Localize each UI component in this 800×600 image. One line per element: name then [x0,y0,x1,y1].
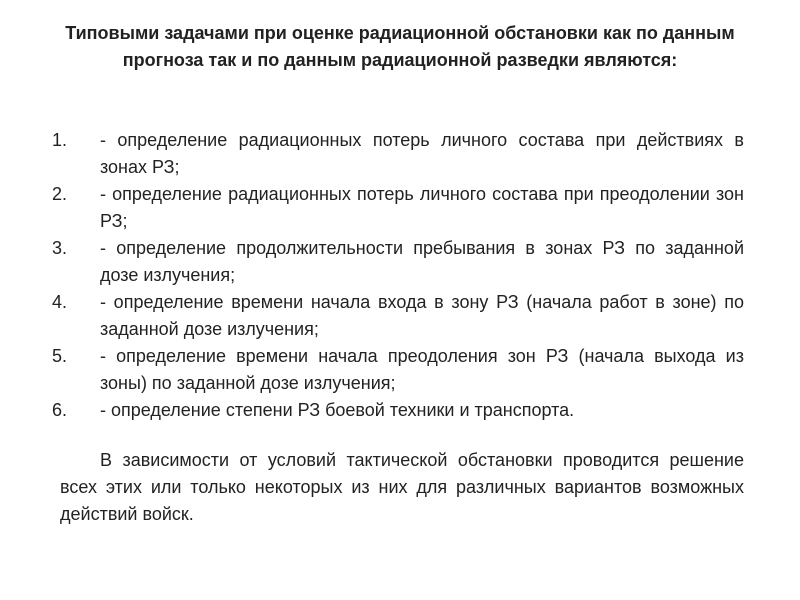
task-text: - определение радиационных потерь личного состава при действиях в зонах РЗ; [100,130,744,177]
task-text: - определение продолжительности пребывания в зонах РЗ по заданной дозе излучения; [100,238,744,285]
task-item-2 [52,181,744,235]
task-text: - определение радиационных потерь личного состава при преодолении зон РЗ; [100,184,744,231]
task-item-1 [52,127,744,181]
task-text: - определение степени РЗ боевой техники и транспорта. [100,400,575,420]
task-number: 6. [52,400,68,420]
task-text: - определение времени начала преодоления зон РЗ (начала выхода из зоны) по заданной дозе излучения; [100,346,744,393]
task-number: 2. [52,184,68,204]
task-number: 1. [52,130,68,150]
task-number: 5. [52,346,68,366]
slide-title: Типовыми задачами при оценке радиационной обстановки как по данным прогноза так и по данным радиационной разведки являются: [65,23,735,70]
task-item-3 [52,235,744,289]
task-item-6 [52,397,744,424]
task-text: - определение времени начала входа в зону РЗ (начала работ в зоне) по заданной дозе излучения; [100,292,744,339]
task-number: 4. [52,292,68,312]
task-list [52,127,744,424]
task-item-5 [52,343,744,397]
conclusion-paragraph: В зависимости от условий тактической обстановки проводится решение всех этих или только некоторых из них для различных вариантов возможных действий войск. [60,450,744,524]
task-item-4 [52,289,744,343]
task-number: 3. [52,238,68,258]
